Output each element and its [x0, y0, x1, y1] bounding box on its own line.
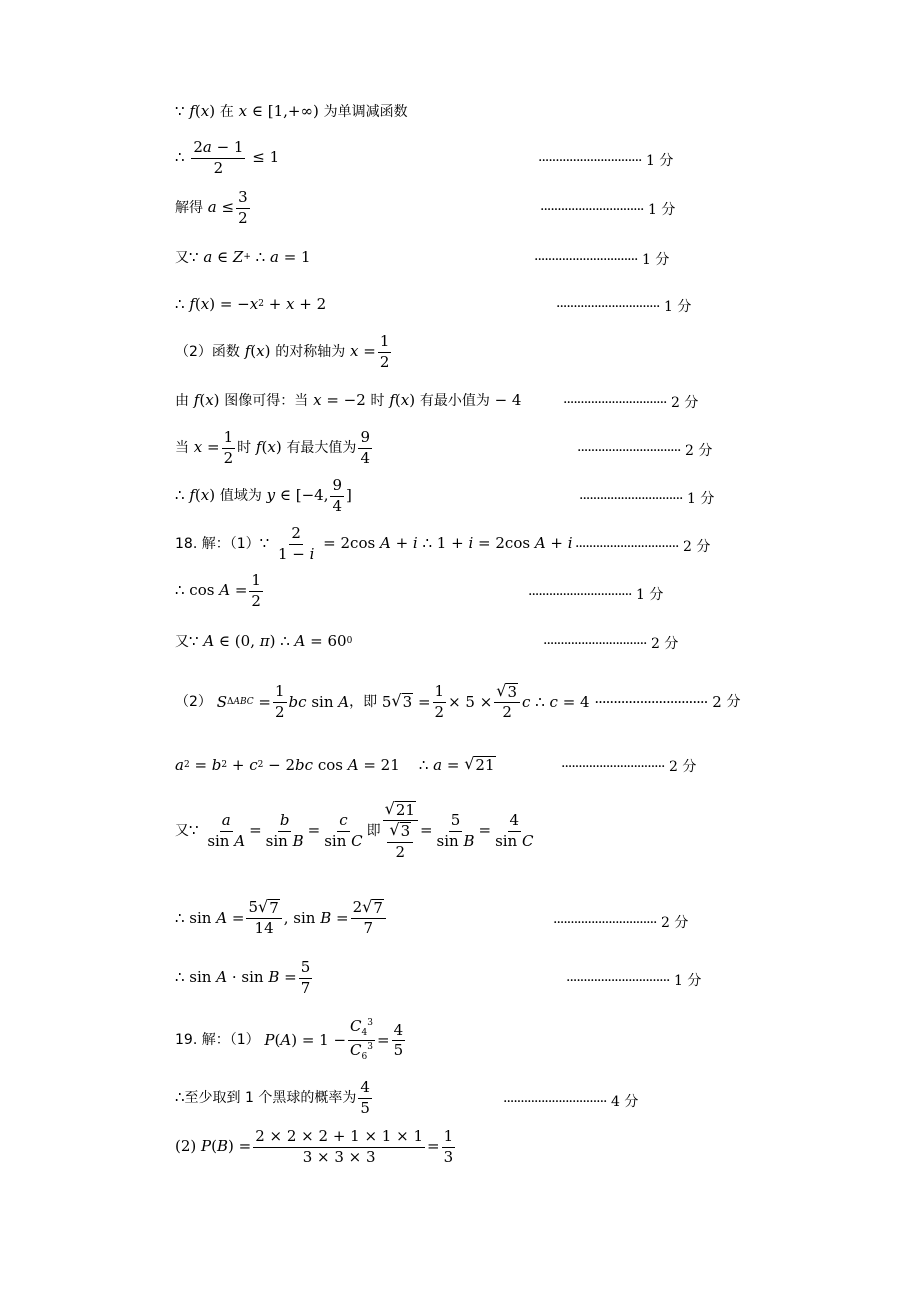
solution-line-19: ∴ 至少取到 1 个黑球的概率为 $\frac{4}{5}$ — [175, 1078, 370, 1117]
score-7: ······························ 1 分 — [579, 491, 715, 507]
solution-line-1: ∵ f ( x ) 在 x ∈ [1,+∞) 为单调减函数 — [175, 102, 408, 120]
solution-line-14: a 2 = b 2 + c 2 − 2 bc cos A = 21 ∴ a = √ 21 — [175, 754, 495, 774]
solution-line-7: 由 f ( x ) 图像可得：当 x = −2 时 f ( x ) 有最小值为 − 4 — [175, 391, 522, 409]
solution-line-9: ∴ f ( x ) 值域为 y ∈ [−4, $\frac{9}{4}$ ] — [175, 476, 352, 515]
solution-line-15: 又 ∵ $\frac{a}{\text{sin A}}$ = $\frac{b}{\text{sin B}}$ = $\frac{c}{\text{sin C}}$ 即 √ 21 √ 3 2 = $\frac{5}{\text{sin B}}$ = $\frac{4}{\text{sin C}}$ — [175, 799, 534, 861]
solution-line-10: 18. 解：（1） ∵ $\frac{2}{1 - i}$ = 2cos A + i ∴ 1 + i = 2cos A + i — [175, 524, 573, 563]
score-2: ······························ 1 分 — [540, 202, 676, 218]
solution-line-18: 19. 解：（1） P ( A ) = 1 − $\frac{C_4^3}{C_6^3}$ = $\frac{4}{5}$ — [175, 1017, 404, 1063]
solution-line-20: (2) P ( B ) = $\frac{2 \times 2 \times 2 + 1 \times 1 \times 1}{3 \times 3 \times 3}$ = $\frac{1}{3}$ — [175, 1127, 454, 1166]
score-9: ······························ 1 分 — [528, 587, 664, 603]
score-4: ······························ 1 分 — [556, 299, 692, 315]
score-12: ······························ 2 分 — [561, 759, 697, 775]
solution-line-2: ∴ $\frac{2a - 1}{2}$ ≤ 1 — [175, 138, 280, 177]
score-6: ······························ 2 分 — [577, 443, 713, 459]
score-14: ······························ 1 分 — [566, 973, 702, 989]
score-8: ······························ 2 分 — [575, 539, 711, 555]
solution-line-17: ∴ sin A · sin B = $\frac{5}{7}$ — [175, 958, 311, 997]
score-1: ······························ 1 分 — [538, 153, 674, 169]
score-13: ······························ 2 分 — [553, 915, 689, 931]
solution-line-4: 又 ∵ a ∈ Z + ∴ a = 1 — [175, 248, 311, 266]
solution-line-11: ∴ cos A = $\frac{1}{2}$ — [175, 571, 261, 610]
score-15: ······························ 4 分 — [503, 1094, 639, 1110]
score-5: ······························ 2 分 — [563, 395, 699, 411]
solution-line-13: （2） S ΔABC = $\frac{1}{2}$ bc sin A ，即 5 √ 3 = $\frac{1}{2}$ × 5 × √ 3 2 c ∴ c = 4 ······························ 2 分 — [175, 681, 741, 722]
solution-line-16: ∴ sin A = 5 √ 7 14 , sin B = 2 √ 7 7 — [175, 898, 388, 938]
solution-line-3: 解得 a ≤ $\frac{3}{2}$ — [175, 188, 248, 227]
solution-line-8: 当 x = $\frac{1}{2}$ 时 f ( x ) 有最大值为 $\frac{9}{4}$ — [175, 428, 370, 467]
solution-line-12: 又 ∵ A ∈ (0, π ) ∴ A = 60 0 — [175, 632, 353, 650]
score-3: ······························ 1 分 — [534, 252, 670, 268]
solution-line-5: ∴ f ( x ) = − x 2 + x + 2 — [175, 295, 327, 313]
score-10: ······························ 2 分 — [543, 636, 679, 652]
solution-line-6: （2）函数 f ( x ) 的对称轴为 x = $\frac{1}{2}$ — [175, 332, 390, 371]
